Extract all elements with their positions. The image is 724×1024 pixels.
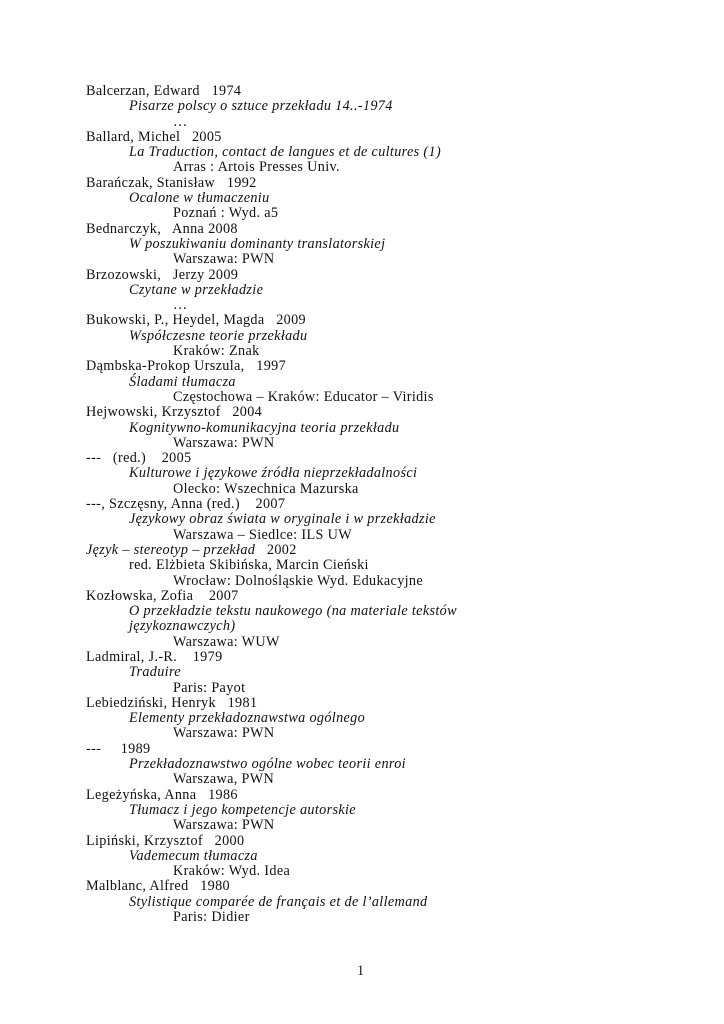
entry-author-line: ---, Szczęsny, Anna (red.) 2007	[86, 496, 286, 513]
entry-title-line: Ocalone w tłumaczeniu	[129, 190, 270, 207]
entry-publisher-line: Warszawa – Siedlce: ILS UW	[173, 526, 352, 543]
entry-title-line: Elementy przekładoznawstwa ogólnego	[129, 710, 366, 727]
entry-publisher-line: Warszawa: WUW	[173, 633, 280, 650]
entry-publisher-line: Warszawa: PWN	[173, 251, 275, 268]
entry-author-line: Bukowski, P., Heydel, Magda 2009	[86, 312, 306, 329]
entry-title-line: Kognitywno-komunikacyjna teoria przekładu	[129, 419, 400, 436]
entry-publisher-line: Warszawa: PWN	[173, 725, 275, 742]
entry-editors-line: red. Elżbieta Skibińska, Marcin Cieński	[129, 557, 369, 574]
entry-author-line: Kozłowska, Zofia 2007	[86, 587, 239, 604]
entry-publisher-line: Warszawa, PWN	[173, 771, 275, 788]
entry-author-line: Hejwowski, Krzysztof 2004	[86, 404, 263, 421]
entry-author-line: Brzozowski, Jerzy 2009	[86, 266, 239, 283]
entry-title-line: Językowy obraz świata w oryginale i w przekładzie	[129, 511, 436, 528]
entry-publisher-line: Warszawa: PWN	[173, 817, 275, 834]
entry-publisher-line: Arras : Artois Presses Univ.	[173, 159, 340, 176]
entry-publisher-line: Paris: Payot	[173, 679, 246, 696]
bibliography-list	[86, 84, 686, 925]
entry-title-line: La Traduction, contact de langues et de cultures (1)	[129, 144, 442, 161]
entry-author-line: Balcerzan, Edward 1974	[86, 83, 242, 99]
entry-author-line: Ballard, Michel 2005	[86, 128, 222, 145]
entry-author-line: --- (red.) 2005	[86, 450, 192, 467]
entry-publisher-line: …	[173, 113, 188, 130]
entry-publisher-line: Olecko: Wszechnica Mazurska	[173, 480, 359, 497]
entry-author-line	[86, 543, 686, 558]
entry-title-line: Współczesne teorie przekładu	[129, 327, 308, 344]
entry-year: 2002	[255, 541, 297, 558]
entry-author-line: --- 1989	[86, 740, 151, 757]
entry-title-line: O przekładzie tekstu naukowego (na materiale tekstów językoznawczych)	[129, 603, 457, 635]
entry-publisher-line: Kraków: Znak	[173, 343, 260, 360]
entry-author-line: Lebiedziński, Henryk 1981	[86, 694, 258, 711]
entry-author-line: Lipiński, Krzysztof 2000	[86, 832, 245, 849]
entry-title-line: Vademecum tłumacza	[129, 847, 258, 864]
entry-author-line: Ladmiral, J.-R. 1979	[86, 648, 223, 665]
entry-title-line: W poszukiwaniu dominanty translatorskiej	[129, 235, 386, 252]
entry-title-line: Tłumacz i jego kompetencje autorskie	[129, 801, 356, 818]
entry-title-line: Traduire	[129, 664, 181, 681]
entry-title-line: Kulturowe i językowe źródła nieprzekładalności	[129, 465, 418, 482]
entry-title-line: Śladami tłumacza	[129, 373, 236, 390]
entry-publisher-line: Wrocław: Dolnośląskie Wyd. Edukacyjne	[173, 572, 424, 589]
entry-publisher-line: Paris: Didier	[173, 909, 250, 926]
entry-author-line: Legeżyńska, Anna 1986	[86, 786, 238, 803]
entry-title-line: Przekładoznawstwo ogólne wobec teorii enroi	[129, 756, 406, 773]
entry-title-line: Stylistique comparée de français et de l’allemand	[129, 893, 428, 910]
entry-author-line: Dąmbska-Prokop Urszula, 1997	[86, 358, 287, 375]
entry-collective-title: Język – stereotyp – przekład	[86, 541, 256, 558]
entry-title-line: Pisarze polscy o sztuce przekładu 14..-1974	[129, 98, 393, 115]
page-number: 1	[357, 963, 365, 979]
entry-publisher-line: Częstochowa – Kraków: Educator – Viridis	[173, 388, 434, 405]
entry-publisher-line: Kraków: Wyd. Idea	[173, 863, 291, 880]
entry-publisher-line: Warszawa: PWN	[173, 434, 275, 451]
entry-author-line: Barańczak, Stanisław 1992	[86, 174, 257, 191]
entry-author-line: Malblanc, Alfred 1980	[86, 878, 230, 895]
entry-publisher-line: Poznań : Wyd. a5	[173, 205, 279, 222]
entry-title-line: Czytane w przekładzie	[129, 281, 264, 298]
entry-publisher-line: …	[173, 297, 188, 314]
entry-author-line: Bednarczyk, Anna 2008	[86, 220, 238, 237]
